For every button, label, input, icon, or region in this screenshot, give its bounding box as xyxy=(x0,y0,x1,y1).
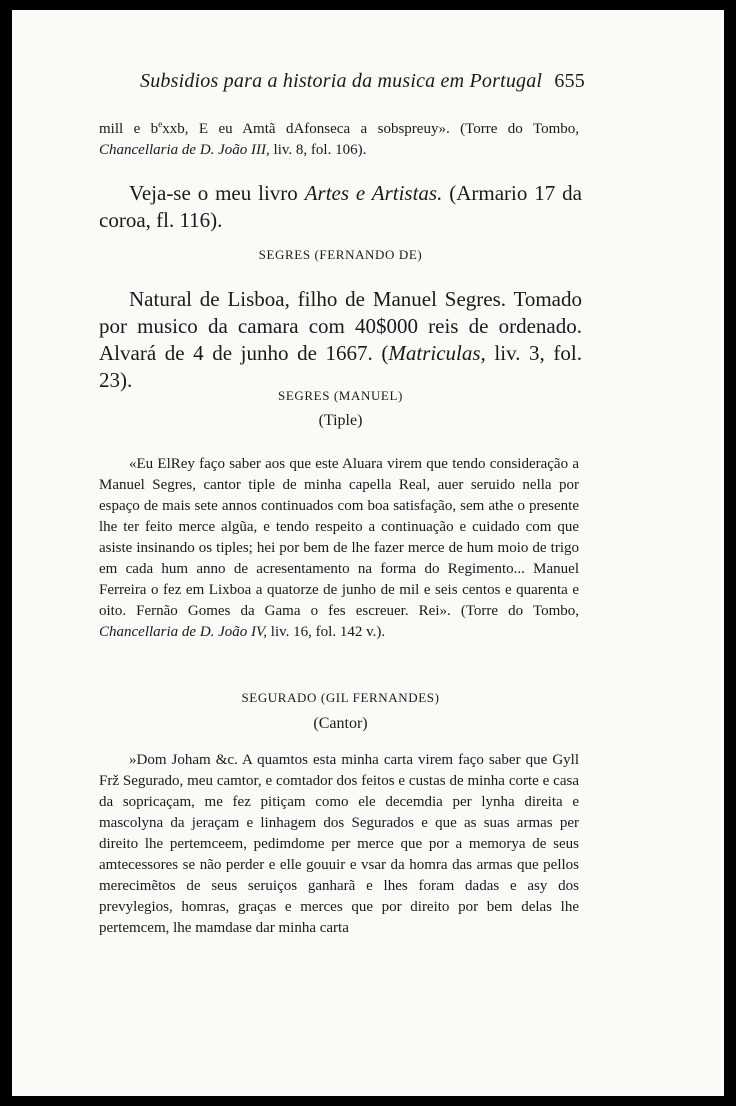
entry-subheading-cantor: (Cantor) xyxy=(313,715,368,732)
entry-body-segres-manuel xyxy=(99,454,579,643)
entry-body-text-b: liv. 16, fol. 142 v.). xyxy=(267,624,386,640)
see-also-text-a: Veja-se o meu livro xyxy=(129,181,305,205)
entry-body-segres-fernando xyxy=(99,286,582,394)
entry-body-source: Chancellaria de D. João IV, xyxy=(99,624,268,640)
entry-body-text-a: Natural de Lisboa, filho de Manuel Segres. Tomado por musico da camara com 40$000 reis de ordenado. Alvará de 4 de junho de 1667. ( xyxy=(99,287,582,365)
entry-body-text-b: liv. 3, fol. 23). xyxy=(99,341,582,392)
entry-body-source: Matriculas, xyxy=(388,341,486,365)
entry-body-text-a: «Eu ElRey faço saber aos que este Aluara virem que tendo consideração a Manuel Segres, cantor tiple de minha capella Real, auer seruido nella por espaço de mais sete annos continuados com boa satisfação, sem athe o presente lhe ter feito merce algũa, e tendo respeito a continuação e cuidado com que asiste insinando os tiples; hei por bem de lhe fazer merce de hum moio de trigo em cada hum anno de acresentamento na forma do Regimento... Manuel Ferreira o fez em Lixboa a quatorze de junho de mil e seis centos e quarenta e oito. Fernão Gomes da Gama o fes escreuer. Rei». (Torre do Tombo, xyxy=(99,456,579,619)
continuation-text-b: xxb, E eu Amtã dAfonseca a sobspreuy». (Torre do Tombo, xyxy=(162,121,579,137)
entry-heading-segres-fernando: SEGRES (FERNANDO DE) xyxy=(258,247,423,262)
continuation-superscript: e xyxy=(158,119,163,129)
see-also-text-b: (Armario 17 da coroa, fl. 116). xyxy=(99,181,582,232)
continuation-text-a: mill e b xyxy=(99,121,159,137)
running-header xyxy=(140,70,585,93)
continuation-source: Chancellaria de D. João III, xyxy=(99,142,270,158)
continuation-source-rest: liv. 8, fol. 106). xyxy=(269,142,367,158)
see-also-paragraph xyxy=(99,180,582,234)
entry-subheading-tiple: (Tiple) xyxy=(318,412,363,429)
page-number: 655 xyxy=(554,70,585,92)
see-also-book-title: Artes e Artistas. xyxy=(304,181,443,205)
document-page xyxy=(12,10,724,1096)
entry-heading-segurado: SEGURADO (GIL FERNANDES) xyxy=(241,690,440,705)
running-title: Subsidios para a historia da musica em Portugal xyxy=(140,70,543,92)
entry-body-segurado: »Dom Joham &c. A quamtos esta minha carta virem faço saber que Gyll Frž Segurado, meu camtor, e comtador dos feitos e custas de minha corte e casa da sopricaçam, me fez pitiçam como ele decemdia per lynha direita e mascolyna da jeraçam e linhagem dos Segurados e que as suas armas per direito lhe pertemceem, pedimdome per merce que por a memorya de seus amtecessores se não perder e elle gouuir e vsar da homra das armas que pellos merecimẽtos de seus seruiços ganharã e lhes foram dadas e asy dos prevylegios, homras, graças e merces que por direito por bem delas lhe pertemcem, lhe mamdase dar minha carta xyxy=(99,752,579,936)
continuation-paragraph xyxy=(99,114,579,161)
entry-heading-segres-manuel: SEGRES (MANUEL) xyxy=(278,388,403,403)
